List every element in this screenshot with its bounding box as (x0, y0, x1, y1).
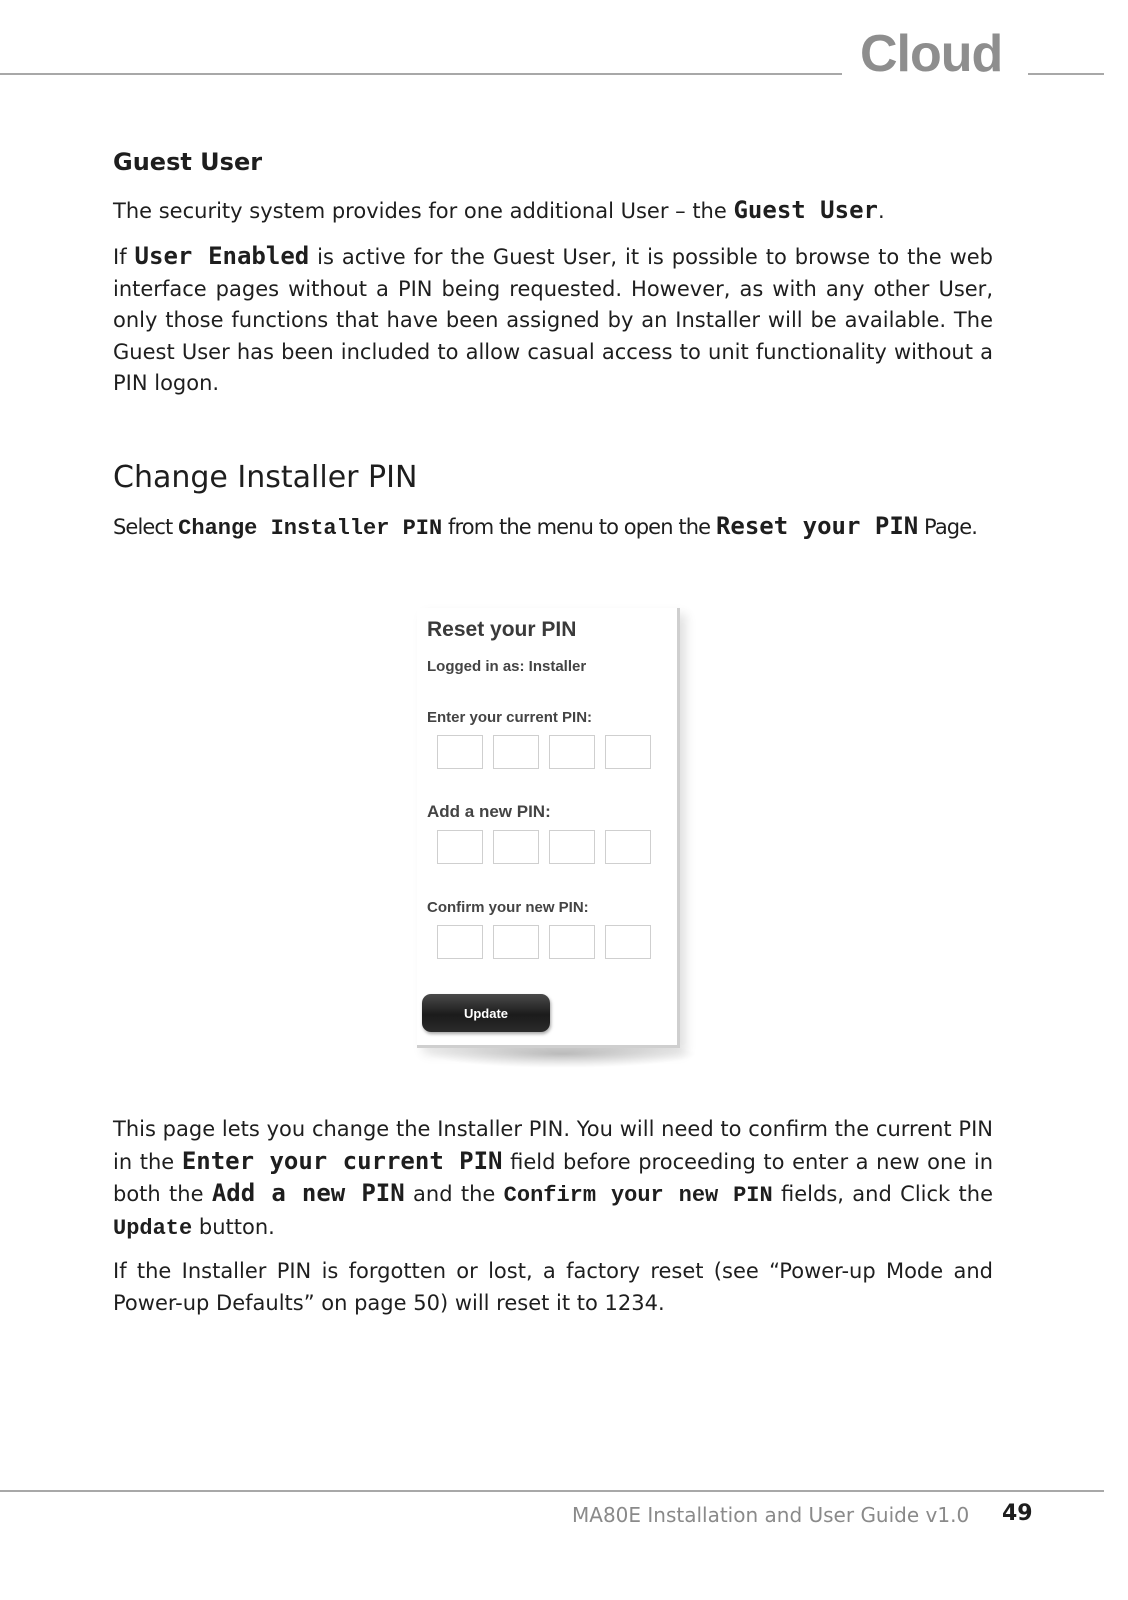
confirm-pin-digit-4[interactable] (605, 925, 651, 959)
confirm-pin-digit-1[interactable] (437, 925, 483, 959)
guest-user-section (113, 148, 993, 176)
header-rule-left (0, 73, 842, 75)
change-installer-pin-term: Change Installer PIN (178, 516, 443, 541)
text: button. (192, 1214, 275, 1239)
change-pin-explanation (113, 1114, 993, 1244)
confirm-new-pin-term: Confirm your new PIN (503, 1183, 773, 1208)
confirm-pin-label: Confirm your new PIN: (427, 899, 589, 916)
new-pin-digit-3[interactable] (549, 830, 595, 864)
new-pin-label: Add a new PIN: (427, 802, 551, 821)
update-button[interactable]: Update (422, 994, 550, 1032)
user-enabled-term: User Enabled (134, 242, 310, 270)
text: is active for the Guest User, it is possible to browse to the web interface pages without a PIN being requested. However, as with any other User, only those functions that have been assigned by an Installer will be available. The Guest User has been included to allow casual access to unit functionality without a PIN logon. (113, 245, 993, 395)
confirm-pin-digit-2[interactable] (493, 925, 539, 959)
footer-rule (0, 1490, 1104, 1492)
new-pin-digit-2[interactable] (493, 830, 539, 864)
reset-pin-screenshot (417, 608, 680, 1048)
text: . (877, 199, 885, 223)
current-pin-digit-2[interactable] (493, 735, 539, 769)
factory-reset-paragraph (113, 1256, 993, 1319)
change-installer-pin-heading: Change Installer PIN (113, 460, 418, 495)
current-pin-digit-4[interactable] (605, 735, 651, 769)
current-pin-label: Enter your current PIN: (427, 709, 593, 726)
text: field before proceeding to enter a new one in both the (113, 1149, 994, 1206)
current-pin-fields (437, 735, 651, 769)
enter-current-pin-term: Enter your current PIN (181, 1146, 503, 1175)
text: If (113, 245, 135, 269)
current-pin-digit-1[interactable] (437, 735, 483, 769)
new-pin-fields (437, 830, 651, 864)
guest-user-paragraph-1 (113, 195, 993, 228)
confirm-pin-fields (437, 925, 651, 959)
text: This page lets you change the Installer PIN. You will need to confirm the current PIN in the (113, 1117, 993, 1174)
guest-user-paragraph-2 (113, 241, 993, 400)
update-term: Update (113, 1215, 193, 1241)
text: Select (113, 515, 179, 539)
text: Page. (918, 515, 978, 539)
page-number: 49 (1002, 1501, 1033, 1526)
current-pin-digit-3[interactable] (549, 735, 595, 769)
text: The security system provides for one additional User – the (113, 199, 734, 223)
new-pin-digit-4[interactable] (605, 830, 651, 864)
header-rule-right (1028, 73, 1104, 75)
reset-pin-title: Reset your PIN (427, 618, 577, 641)
guide-title: MA80E Installation and User Guide v1.0 (572, 1503, 970, 1527)
text: and the (404, 1182, 504, 1206)
text: fields, and Click the (772, 1182, 993, 1206)
change-installer-pin-section (113, 460, 993, 495)
guest-user-heading: Guest User (113, 148, 263, 176)
select-instruction (113, 512, 993, 541)
add-new-pin-term: Add a new PIN (211, 1179, 405, 1207)
factory-reset-text: If the Installer PIN is forgotten or lost, a factory reset (see “Power-up Mode and Power-up Defaults” on page 50) will reset it to 1234. (113, 1259, 993, 1315)
confirm-pin-digit-3[interactable] (549, 925, 595, 959)
cloud-logo: Cloud (860, 25, 1003, 83)
reset-your-pin-term: Reset your PIN (715, 512, 919, 540)
logged-in-label: Logged in as: Installer (427, 658, 587, 675)
guest-user-term: Guest User (733, 196, 878, 224)
new-pin-digit-1[interactable] (437, 830, 483, 864)
text: from the menu to open the (442, 515, 716, 539)
